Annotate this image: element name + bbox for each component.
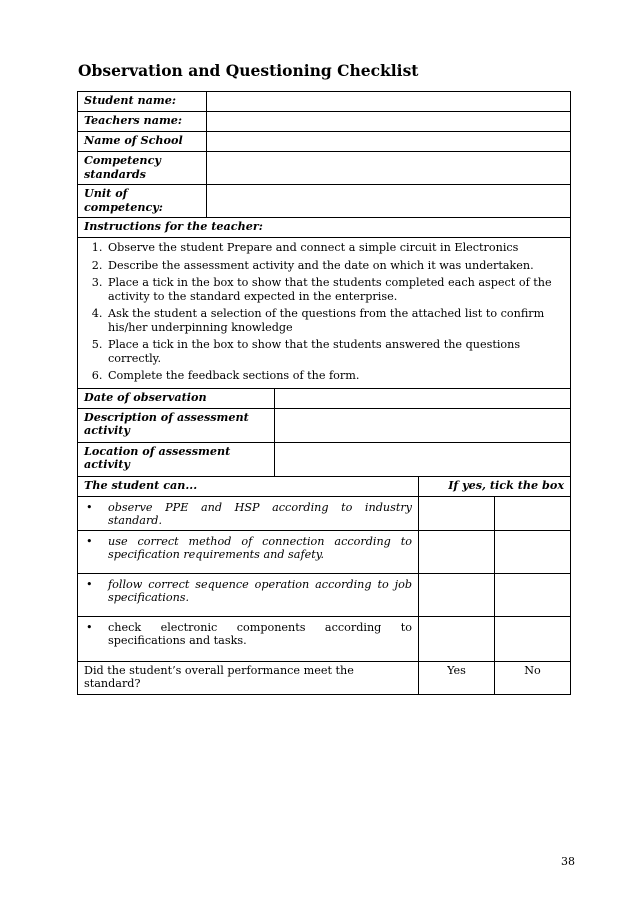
criterion-row: [78, 616, 571, 661]
instruction-item: 1. Observe the student Prepare and connect a simple circuit in Electronics: [106, 241, 564, 255]
location-label: Location of assessment activity: [78, 442, 275, 476]
tick-box[interactable]: [495, 496, 571, 530]
criteria-header: The student can...: [78, 476, 419, 496]
instruction-item: 5. Place a tick in the box to show that the students answered the questions correctly.: [106, 338, 564, 365]
criterion-row: [78, 573, 571, 616]
criterion-text: use correct method of connection according to specification requirements and safety.: [108, 534, 412, 561]
tick-box[interactable]: [419, 530, 495, 573]
description-label: Description of assessment activity: [78, 408, 275, 442]
student-name-field[interactable]: [207, 92, 571, 112]
observation-table: [77, 388, 571, 477]
competency-standards-label: Competency standards: [78, 152, 207, 185]
bullet-icon: •: [86, 577, 93, 591]
teachers-name-field[interactable]: [207, 112, 571, 132]
date-of-observation-row: [78, 388, 571, 408]
school-name-field[interactable]: [207, 132, 571, 152]
instruction-item: 6. Complete the feedback sections of the form.: [106, 369, 564, 383]
student-name-row: [78, 92, 571, 112]
criteria-table: [77, 476, 571, 695]
school-name-label: Name of School: [78, 132, 207, 152]
instruction-item: 4. Ask the student a selection of the questions from the attached list to confirm his/her underpinning knowledge: [106, 307, 564, 334]
page-title: Observation and Questioning Checklist: [78, 61, 419, 80]
bullet-icon: •: [86, 534, 93, 548]
bullet-icon: •: [86, 620, 93, 634]
description-row: [78, 408, 571, 442]
tick-box[interactable]: [419, 496, 495, 530]
criterion-row: [78, 530, 571, 573]
bullet-icon: •: [86, 500, 93, 514]
instructions-heading: Instructions for the teacher:: [78, 218, 571, 238]
instruction-item: 3. Place a tick in the box to show that the students completed each aspect of the activity to the standard expected in the enterprise.: [106, 276, 564, 303]
date-of-observation-field[interactable]: [275, 388, 571, 408]
unit-of-competency-row: [78, 185, 571, 218]
date-of-observation-label: Date of observation: [78, 388, 275, 408]
unit-of-competency-field[interactable]: [207, 185, 571, 218]
criterion-text: check electronic components according to specifications and tasks.: [108, 620, 412, 647]
criterion-text: follow correct sequence operation according to job specifications.: [108, 577, 412, 604]
page-number: 38: [561, 855, 575, 868]
unit-of-competency-label: Unit of competency:: [78, 185, 207, 218]
competency-standards-field[interactable]: [207, 152, 571, 185]
checklist-form: [77, 91, 571, 695]
overall-question: Did the student’s overall performance meet the standard?: [78, 661, 419, 694]
instruction-item: 2. Describe the assessment activity and the date on which it was undertaken.: [106, 259, 564, 273]
yes-option[interactable]: Yes: [419, 661, 495, 694]
teachers-name-label: Teachers name:: [78, 112, 207, 132]
tick-box[interactable]: [495, 616, 571, 661]
criteria-header-row: [78, 476, 571, 496]
criterion-row: [78, 496, 571, 530]
student-info-table: [77, 91, 571, 218]
description-field[interactable]: [275, 408, 571, 442]
tick-box[interactable]: [495, 573, 571, 616]
instructions-table: [77, 217, 571, 389]
criterion-text: observe PPE and HSP according to industry standard.: [108, 500, 412, 527]
no-option[interactable]: No: [495, 661, 571, 694]
location-row: [78, 442, 571, 476]
location-field[interactable]: [275, 442, 571, 476]
teachers-name-row: [78, 112, 571, 132]
school-name-row: [78, 132, 571, 152]
competency-standards-row: [78, 152, 571, 185]
overall-performance-row: [78, 661, 571, 694]
tick-box[interactable]: [495, 530, 571, 573]
tick-box[interactable]: [419, 616, 495, 661]
tick-box[interactable]: [419, 573, 495, 616]
student-name-label: Student name:: [78, 92, 207, 112]
instructions-list: [84, 241, 564, 383]
tick-header: If yes, tick the box: [419, 476, 571, 496]
instructions-cell: [78, 238, 571, 389]
